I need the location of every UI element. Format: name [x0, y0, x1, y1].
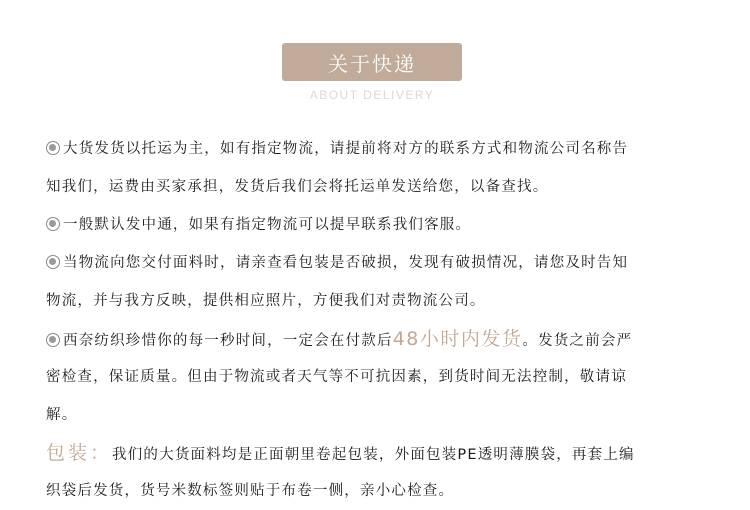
bullet-icon — [46, 333, 60, 347]
paragraph-text: 西奈纺织珍惜你的每一秒时间，一定会在付款后 — [63, 333, 393, 349]
paragraph-text: 。发货之前会严 — [522, 333, 633, 349]
shipping-time-highlight: 48小时内发货 — [392, 328, 523, 350]
paragraph-text: 当物流向您交付面料时，请亲查看包装是否破损，发现有破损情况，请您及时告知 — [63, 255, 629, 271]
paragraph-text: 一般默认发中通，如果有指定物流可以提早联系我们客服。 — [63, 217, 472, 233]
paragraph-4-line-2: 密检查，保证质量。但由于物流或者天气等不可抗因素，到货时间无法控制，敬请谅 — [46, 369, 627, 385]
section-title-badge — [282, 43, 462, 81]
section-subtitle: ABOUT DELIVERY — [309, 88, 435, 102]
packaging-label: 包装： — [46, 442, 113, 464]
bullet-icon — [46, 141, 60, 155]
paragraph-3-line-1 — [46, 244, 718, 282]
paragraph-2-line-1 — [46, 206, 718, 244]
paragraph-text: 我们的大货面料均是正面朝里卷起包装，外面包装PE透明薄膜袋，再套上编 — [112, 447, 635, 463]
paragraph-3-line-2: 物流，并与我方反映，提供相应照片，方便我们对责物流公司。 — [46, 293, 486, 309]
paragraph-1-line-1 — [46, 130, 718, 168]
bullet-icon — [46, 217, 60, 231]
paragraph-1-line-2: 知我们，运费由买家承担，发货后我们会将托运单发送给您，以备查找。 — [46, 179, 549, 195]
section-title: 关于快递 — [328, 51, 416, 76]
paragraph-4-line-1 — [46, 320, 718, 358]
bullet-icon — [46, 255, 60, 269]
paragraph-5-line-2: 织袋后发货，货号米数标签则贴于布卷一侧，亲小心检查。 — [46, 483, 455, 499]
delivery-info — [46, 130, 718, 510]
paragraph-4-line-3: 解。 — [46, 407, 78, 423]
paragraph-text: 大货发货以托运为主，如有指定物流，请提前将对方的联系方式和物流公司名称告 — [63, 141, 629, 157]
paragraph-5-line-1 — [46, 434, 718, 472]
